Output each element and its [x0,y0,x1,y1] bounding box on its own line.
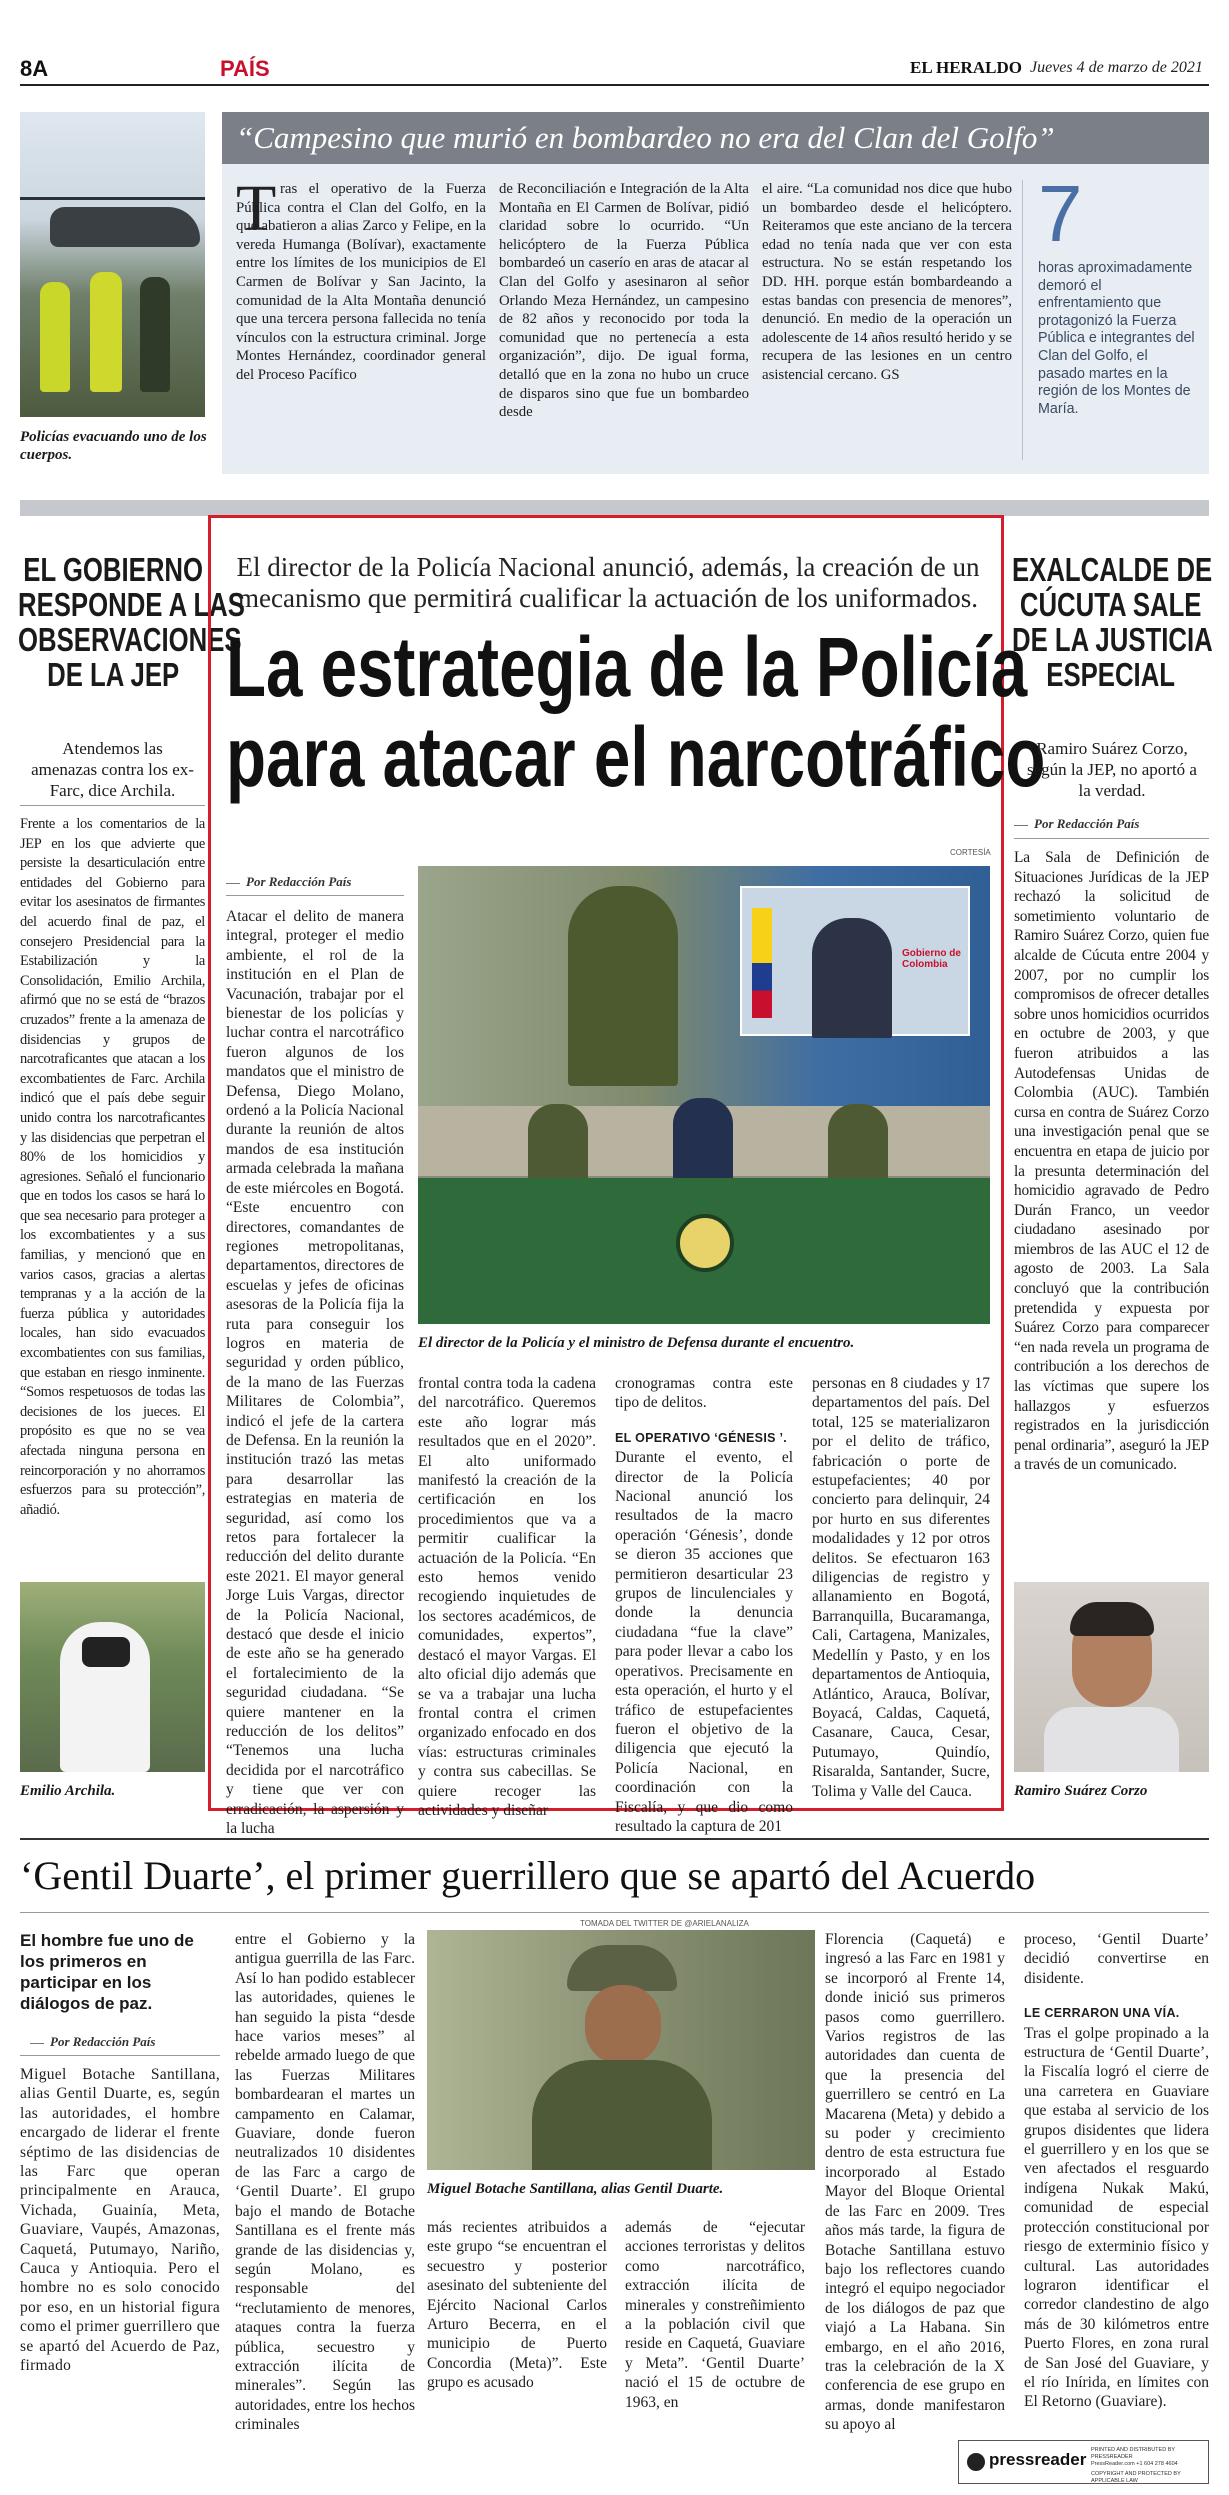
main-col1: Atacar el delito de manera integral, proteger el medio ambiente, el rol de la institución en el Plan de Vacunación, trabajar por el bienestar de los policías y luchar contra el narcotráfico fueron algunos de los mandatos que el ministro de Defensa, Diego Molano, ordenó a la Policía Nacional durante la reunión de altos mandos de esa institución armada celebrada la mañana de este miércoles en Bogotá. “Este encuentro con directores, comandantes de regiones metropolitanas, departamentos, directores de escuelas y jefes de oficinas asesoras de la Policía fija la ruta para conseguir los logros en materia de seguridad y orden público, de la mano de las Fuerzas Militares de Colombia”, indicó el jefe de la cartera de Defensa. En la reunión la institución trazó las metas para desarrollar las estrategias en materia de seguridad, así como los retos para fortalecer la reducción del delito durante este 2021. El mayor general Jorge Luis Vargas, director de la Policía Nacional, destacó que desde el inicio de este año se ha generado el fortalecimiento de la seguridad ciudadana. “Se quiere mantener en la reducción de los delitos” “Tenemos una lucha decidida por el narcotráfico y tiene que ver con erradicación, la aspersión y la lucha [226,908,404,1838]
photo-credit: CORTESÍA [950,848,991,857]
bottom-col2: entre el Gobierno y la antigua guerrilla de las Farc. Así lo han podido establecer las autoridades, quienes le han seguido la pista “desde hace varios meses” al rebelde armado luego de que las Fuerzas Militares bombardearan el martes un campamento en Calamar, Guaviare, donde fueron neutralizados 10 disidentes de las Farc a cargo de ‘Gentil Duarte’. El grupo bajo el mando de Botache Santillana es el frente más grande de las disidencias y, según Molano, es responsable del “reclutamiento de menores, ataques contra la fuerza pública, secuestro y extracción ilícita de minerales”. Según las autoridades, entre los hechos criminales [235,1931,415,2434]
story1-col3: el aire. “La comunidad nos dice que hubo un bombardeo desde el helicóptero. Reiteramos que este anciano de la tercera edad no tenía nada que ver con esta estructura. No se están respetando los DD. HH. porque están bombardeando a estas bandas con presencia de menores”, denunció. En medio de la operación un adolescente de 14 años resultó herido y se recupera de las lesiones en un centro asistencial cercano. GS [762,181,1012,383]
right-rule [1014,838,1209,839]
shirt [1044,1707,1179,1772]
story1-box [222,112,1209,474]
factbox-number: 7 [1038,169,1083,258]
suarez-photo [1014,1582,1209,1772]
officer-figure [140,277,170,392]
byline: Por Redacción País [1014,816,1139,832]
photo-caption: Ramiro Suárez Corzo [1014,1783,1148,1799]
main-col2: frontal contra toda la cadena del narcotráfico. Queremos este año lograr más resultados que en el 2020”. El alto uniformado manifestó la creación de la certificación en los procedimientos que va a permitir cualificar la actuación de la Policía. “En esto hemos venido recogiendo inquietudes de los sectores académicos, de comunidades, expertos”, destacó el mayor Vargas. El alto oficial dijo además que se va a trabajar una lucha frontal contra el crimen organizado enfocado en dos vías: estructuras criminales y contra sus cabecillas. Se quiere recoger las actividades y diseñar [418,1375,596,1819]
photo-caption: Emilio Archila. [20,1783,116,1799]
official-figure [673,1098,733,1188]
factbox-text: horas aproximadamente demoró el enfrentamiento que protagonizó la Fuerza Pública e integrantes del Clan del Golfo, el pasado martes en la región de los Montes de María. [1038,260,1195,417]
bottom-col6 [1024,1930,1209,2412]
face [585,1985,661,2065]
bottom-col5: Florencia (Caquetá) e ingresó a las Farc en 1981 y se incorporó al Frente 14, donde inició sus primeros pasos como guerrillero. Varios registros de las autoridades dan cuenta de que la presencia del guerrillero se centró en La Macarena (Meta) y debido a su poder y crecimiento dentro de esta estructura fue incorporado al Estado Mayor del Bloque Oriental de las Farc en 2009. Tres años más tarde, la figura de Botache Santillana estuvo bajo los reflectores cuando integró el equipo negociador de los diálogos de paz que viajó a La Habana. Sin embargo, en el año 2016, tras la celebración de la X conferencia de ese grupo en armas, donde manifestaron su apoyo al [825,1931,1005,2434]
col3-text: Durante el evento, el director de la Policía Nacional anunció los resultados de la macro operación ‘Génesis’, donde se dieron 35 acciones que permitieron desarticular 23 grupos de linculenciales y donde la denuncia ciudadana “fue la clave” para poder llevar a cabo los operativos. Precisamente en esta operación, el hurto y el tráfico de estupefacientes fueron el objetivo de la diligencia que ejecutó la Policía Nacional, en coordinación con la Fiscalía, y que dio como resultado la captura de 201 [615,1449,793,1835]
officer-figure [90,272,122,392]
video-call-window [740,886,970,1036]
flag-stripe [752,908,772,1018]
gentil-duarte-photo [427,1930,815,2170]
right-deck: Ramiro Suárez Corzo, según la JEP, no aportó a la verdad. [1027,739,1197,800]
photo-credit: TOMADA DEL TWITTER DE @ARIELANALIZA [580,1919,749,1928]
newspaper-name: EL HERALDO [910,58,1022,77]
evacuation-photo [20,112,205,417]
story1-col1: ras el operativo de la Fuerza Pública contra el Clan del Golfo, en la que abatieron a alias Zarco y Felipe, en la vereda Humanga (Bolívar), exactamente entre los límites de los municipios de El Carmen de Bolívar y San Jacinto, la comunidad de la Alta Montaña denunció que una tercera persona fallecida no tenía vínculos con la estructura criminal. Jorge Montes Hernández, coordinador general del Proceso Pacífico [236,181,486,383]
section-label: PAÍS [220,56,270,81]
page-number: 8A [20,56,49,81]
right-body: La Sala de Definición de Situaciones Jurídicas de la JEP rechazó la solicitud de sometimiento voluntario de Ramiro Suárez Corzo, quien fue alcalde de Cúcuta entre 2004 y 2007, por no cumplir los compromisos de ofrecer detalles sobre unos homicidios ocurridos en octubre de 2003, y que fueron atribuidos a las Autodefensas Unidas de Colombia (AUC). También cursa en contra de Suárez Corzo una investigación penal que se encuentra en etapa de juicio por la presunta determinación del homicidio agravado de Pedro Durán Franco, un veedor ciudadano asesinado por miembros de las AUC el 12 de agosto de 2003. La Sala concluyó que la contribución pretendida y expuesta por Suárez Corzo para comparecer “en nada revela un programa de contribución a los derechos de las víctimas que supere los hallazgos y esfuerzos registrados en la jurisdicción penal ordinaria”, aseguró la JEP a través de un comunicado. [1014,849,1209,1474]
pressreader-footer [958,2440,1209,2484]
copyright-notice: COPYRIGHT AND PROTECTED BY APPLICABLE LAW [1091,2471,1181,2484]
byline: Por Redacción País [30,2034,155,2050]
bottom-separator [20,1838,1209,1840]
headline-line: DE LA JUSTICIA [1012,621,1213,658]
byline-rule [226,895,404,896]
headline-line: ESPECIAL [1046,656,1176,693]
bottom-headline-rule [20,1912,1209,1913]
pressreader-logo-icon [967,2453,985,2471]
photo-caption: El director de la Policía y el ministro de Defensa durante el encuentro. [418,1335,855,1351]
left-deck: Atendemos las amenazas contra los ex-Farc, dice Archila. [31,739,194,800]
headline-line: para atacar el narcotráfico [226,710,1046,804]
phone-notice: PressReader.com +1 604 278 4604 [1091,2461,1178,2467]
story1-title: “Campesino que murió en bombardeo no era del Clan del Golfo” [236,120,1055,155]
main-col3 [615,1374,793,1836]
face-mask [82,1637,130,1667]
minister-figure [812,918,892,1038]
col6-text: Tras el golpe propinado a la estructura de ‘Gentil Duarte’, la Fiscalía logró el cierre de una carretera en Guaviare que estaba al servicio de los grupos disidentes que lidera el guerrillero y en los que se ven afectados el resguardo indígena Nukak Makú, comunidad de especial protección constitucional por riesgo de exterminio físico y cultural. Las autoridades lograron identificar el corredor clandestino de algo más de 30 kilómetros entre Puerto Flores, en zona rural de San José del Guaviare, y el río Inírida, en límites con El Retorno (Guaviare). [1024,2024,1209,2411]
main-headline [226,620,1046,804]
bottom-deck: El hombre fue uno de los primeros en participar en los diálogos de paz. [20,1931,194,2013]
bottom-byline-rule [20,2055,220,2056]
pressreader-brand: pressreader [989,2450,1087,2469]
bottom-col3: más recientes atribuidos a este grupo “se encuentran el secuestro y posterior asesinato del subteniente del Ejército Nacional Carlos Arturo Becerra, en el municipio de Puerto Concordia (Meta)”. Este grupo es acusado [427,2219,607,2392]
section-separator [20,500,1209,516]
right-headline [1012,551,1213,693]
archila-photo [20,1582,205,1772]
helicopter-shape [50,207,200,247]
officer-figure [40,282,70,392]
page-header [20,52,1209,82]
section-subhead: LE CERRARON UNA VÍA. [1024,2006,1180,2021]
bottom-col1: Miguel Botache Santillana, alias Gentil Duarte, es, según las autoridades, el hombre encargado de liderar el frente séptimo de las disidencias de las Farc que operan principalmente en Arauca, Vichada, Guainía, Meta, Guaviare, Vaupés, Amazonas, Caquetá, Putumayo, Nariño, Cauca y Antioquia. Pero el hombre no es solo conocido por eso, en un historial figura como el primer guerrillero que se apartó del Acuerdo de Paz, firmado [20,2066,220,2375]
headline-line: RESPONDE A LAS [18,586,245,623]
headline-line: La estrategia de la Policía [226,620,1028,714]
issue-date: Jueves 4 de marzo de 2021 [1030,59,1203,76]
left-rule [20,805,205,806]
headline-line: DE LA JEP [47,656,180,693]
col3-intro: cronogramas contra este tipo de delitos. [615,1375,793,1412]
section-subhead: EL OPERATIVO ‘GÉNESIS ’. [615,1430,788,1445]
headline-line: EL GOBIERNO [23,551,204,588]
screen-speaker [568,886,678,1086]
photo-caption: Policías evacuando uno de los cuerpos. [20,429,207,463]
uniform [532,2060,712,2170]
screen-label: Gobierno de Colombia [902,948,961,970]
headline-line: CÚCUTA SALE [1019,586,1202,623]
photo-caption: Miguel Botache Santillana, alias Gentil Duarte. [427,2181,724,2197]
drop-cap: T [236,172,277,245]
story1-col2: de Reconciliación e Integración de la Alta Montaña en El Carmen de Bolívar, pidió claridad sobre lo ocurrido. “Un helicóptero de la Fuerza Pública bombardeó un caserío en aras de atacar al Clan del Golfo y asesinaron al señor Orlando Meza Hernández, un campesino de 82 años y reconocido por toda la comunidad que no pertenecía a esta organización”, dijo. De igual forma, detalló que en la zona no hubo un cruce de disparos sino que fue un bombardeo desde [499,181,749,421]
bottom-headline: ‘Gentil Duarte’, el primer guerrillero que se apartó del Acuerdo [20,1853,1036,1898]
story1-title-bar [222,112,1209,164]
headline-line: OBSERVACIONES [18,621,242,658]
main-col4: personas en 8 ciudades y 17 departamentos del país. Del total, 125 se materializaron por el delito de tráfico, fabricación o porte de estupefacientes; 40 por concierto para delinquir, 24 por hurto en sus diferentes modalidades y 12 por otros delitos. Se efectuaron 163 diligencias de registro y allanamiento en Bogotá, Barranquilla, Bucaramanga, Cali, Cartagena, Manizales, Medellín y Pasto, y en los departamentos de Antioquia, Atlántico, Arauca, Bolívar, Boyacá, Caldas, Caquetá, Casanare, Cauca, Cesar, Putumayo, Quindío, Risaralda, Santander, Sucre, Tolima y Valle del Cauca. [812,1375,990,1800]
left-body: Frente a los comentarios de la JEP en los que advierte que persiste la desarticulación entre entidades del Gobierno para evitar los asesinatos de firmantes del acuerdo final de paz, el consejero Presidencial para la Estabilización y la Consolidación, Emilio Archila, afirmó que no se está de “brazos cruzados” frente a la amenaza de disidencias y grupos de narcotraficantes que atacan a los excombatientes de Farc. Archila indicó que el país debe seguir unido contra los narcotraficantes y las disidencias que perpetran el 80% de los homicidios y agresiones. Señaló el funcionario que en todos los casos se hará lo que sea necesario para proteger a los excombatientes y a sus familias, y mencionó que en varios casos, gracias a alertas tempranas y a la acción de la fuerza pública y autoridades locales, han sido evacuados excombatientes con sus familias, que estaban en riesgo inminente. “Somos respetuosos de todas las decisiones de los jueces. El propósito es que no se vea afectada ninguna persona en reincorporación y no ahorramos esfuerzos para su protección”, añadió. [20,816,205,1518]
meeting-photo [418,866,990,1324]
col6-intro: proceso, ‘Gentil Duarte’ decidió convertirse en disidente. [1024,1931,1209,1987]
police-emblem [676,1214,734,1272]
main-deck: El director de la Policía Nacional anunció, además, la creación de un mecanismo que permitirá cualificar la actuación de los uniformados. [236,552,980,613]
bottom-col4: además de “ejecutar acciones terroristas y delitos como narcotráfico, extracción ilícita de minerales y constreñimiento a la población civil que reside en Caquetá, Guaviare y Meta”. ‘Gentil Duarte’ nació el 15 de octubre de 1963, en [625,2219,805,2411]
rotor-blade [20,197,205,200]
factbox-divider [1022,180,1023,460]
left-headline [18,551,245,693]
headline-line: EXALCALDE DE [1012,551,1213,588]
green-table [418,1178,990,1324]
hair [1070,1602,1154,1636]
header-rule [20,84,1209,86]
printed-notice: PRINTED AND DISTRIBUTED BY PRESSREADER [1091,2447,1175,2460]
byline: Por Redacción País [226,874,351,890]
